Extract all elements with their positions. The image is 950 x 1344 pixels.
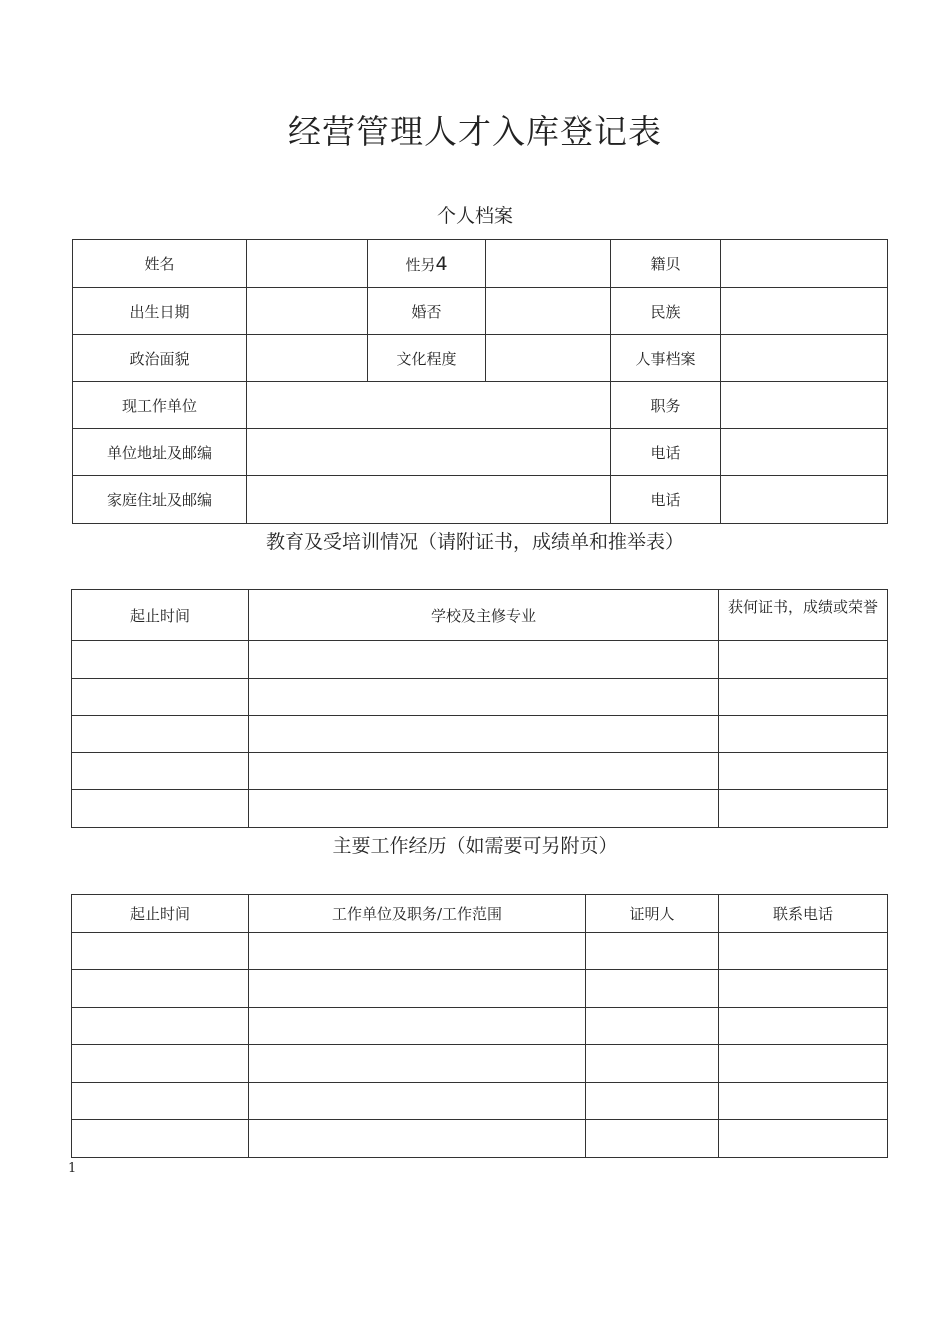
gender-suffix: 4 bbox=[435, 252, 448, 275]
profile-table bbox=[72, 239, 888, 524]
employer-label: 现工作单位 bbox=[73, 382, 247, 429]
section-profile-title: 个人档案 bbox=[436, 205, 513, 227]
employer-address-label: 单位地址及邮编 bbox=[73, 429, 247, 476]
education-header-period: 起止时间 bbox=[72, 590, 249, 641]
ethnic-field[interactable] bbox=[721, 288, 888, 335]
education-level-field[interactable] bbox=[486, 335, 611, 382]
work-header-employer: 工作单位及职务/工作范围 bbox=[249, 895, 586, 933]
table-row bbox=[72, 790, 888, 828]
political-status-field[interactable] bbox=[247, 335, 368, 382]
name-field[interactable] bbox=[247, 240, 368, 288]
native-place-field[interactable] bbox=[721, 240, 888, 288]
marital-field[interactable] bbox=[486, 288, 611, 335]
table-row bbox=[72, 1083, 888, 1120]
employer-field[interactable] bbox=[247, 382, 611, 429]
employer-phone-field[interactable] bbox=[721, 429, 888, 476]
birth-date-field[interactable] bbox=[247, 288, 368, 335]
table-row bbox=[72, 1045, 888, 1083]
section-education-title: 教育及受培训情况（请附证书，成绩单和推举表） bbox=[265, 531, 684, 553]
employer-phone-label: 电话 bbox=[611, 429, 721, 476]
education-table bbox=[71, 589, 888, 828]
section-work-title: 主要工作经历（如需要可另附页） bbox=[332, 835, 618, 857]
employer-address-field[interactable] bbox=[247, 429, 611, 476]
marital-label: 婚否 bbox=[368, 288, 486, 335]
page-title: 经营管理人才入库登记表 bbox=[288, 112, 662, 151]
education-level-label: 文化程度 bbox=[368, 335, 486, 382]
table-row bbox=[72, 933, 888, 970]
table-row bbox=[72, 970, 888, 1008]
table-row bbox=[72, 1120, 888, 1158]
political-status-label: 政治面貌 bbox=[73, 335, 247, 382]
page-number: 1 bbox=[68, 1161, 77, 1176]
position-field[interactable] bbox=[721, 382, 888, 429]
home-phone-label: 电话 bbox=[611, 476, 721, 524]
work-header-phone: 联系电话 bbox=[719, 895, 888, 933]
table-row bbox=[72, 679, 888, 716]
table-row bbox=[72, 716, 888, 753]
work-header-reference: 证明人 bbox=[586, 895, 719, 933]
table-row bbox=[72, 753, 888, 790]
table-row bbox=[72, 1008, 888, 1045]
table-row bbox=[72, 641, 888, 679]
position-label: 职务 bbox=[611, 382, 721, 429]
work-header-period: 起止时间 bbox=[72, 895, 249, 933]
name-label: 姓名 bbox=[73, 240, 247, 288]
native-place-label: 籍贝 bbox=[611, 240, 721, 288]
work-table bbox=[71, 894, 888, 1158]
ethnic-label: 民族 bbox=[611, 288, 721, 335]
education-header-school: 学校及主修专业 bbox=[249, 590, 719, 641]
home-address-label: 家庭住址及邮编 bbox=[73, 476, 247, 524]
birth-date-label: 出生日期 bbox=[73, 288, 247, 335]
personnel-file-field[interactable] bbox=[721, 335, 888, 382]
personnel-file-label: 人事档案 bbox=[611, 335, 721, 382]
education-header-honors: 获何证书，成绩或荣誉 bbox=[719, 590, 888, 641]
gender-label: 性另4 bbox=[368, 240, 486, 288]
gender-field[interactable] bbox=[486, 240, 611, 288]
home-address-field[interactable] bbox=[247, 476, 611, 524]
home-phone-field[interactable] bbox=[721, 476, 888, 524]
